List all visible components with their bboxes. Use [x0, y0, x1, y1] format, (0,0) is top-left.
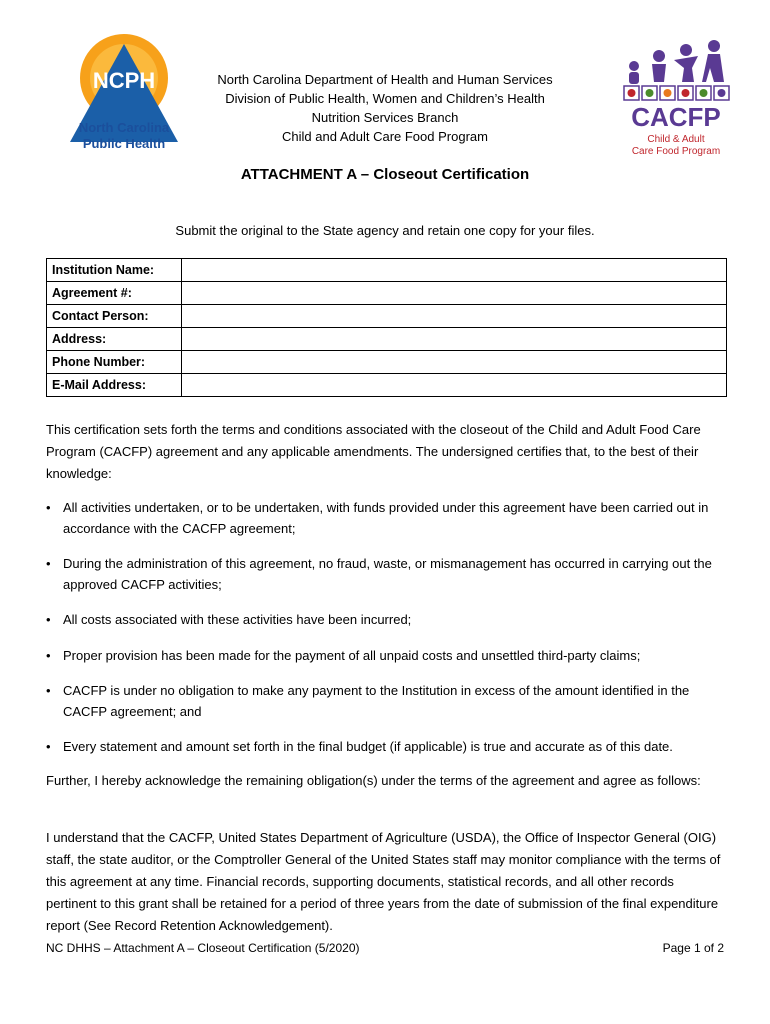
- bullet-text: During the administration of this agreement, no fraud, waste, or mismanagement has occurred in carrying out the approved CACFP activities;: [63, 556, 712, 592]
- ncph-line1: North Carolina: [78, 120, 170, 135]
- table-row: [47, 374, 727, 397]
- agreement-number-field[interactable]: [182, 282, 727, 305]
- header-branch: Nutrition Services Branch: [311, 110, 459, 125]
- agency-header: [190, 70, 580, 146]
- footer-form-id: NC DHHS – Attachment A – Closeout Certification (5/2020): [46, 941, 360, 955]
- bullet-marker: •: [46, 648, 51, 663]
- header-department: North Carolina Department of Health and Human Services: [217, 72, 553, 87]
- institution-info-table: [46, 258, 727, 397]
- bullet-marker: •: [46, 739, 51, 754]
- email-address-label: E-Mail Address:: [47, 374, 182, 397]
- certification-intro-paragraph: This certification sets forth the terms and conditions associated with the closeout of the Child and Adult Food Care Program (CACFP) agreement and any applicable amendments. The undersigned certifies that, to the best of their knowledge:: [46, 422, 701, 481]
- ncph-logo-graphic: [52, 30, 192, 165]
- ncph-logo: [52, 30, 192, 165]
- bullet-text: Every statement and amount set forth in the final budget (if applicable) is true and accurate as of this date.: [63, 739, 673, 754]
- address-field[interactable]: [182, 328, 727, 351]
- table-row: [47, 282, 727, 305]
- obligations-paragraph: Further, I hereby acknowledge the remaining obligation(s) under the terms of the agreement and agree as follows:: [46, 773, 701, 788]
- table-row: [47, 259, 727, 282]
- footer-page-number: Page 1 of 2: [662, 941, 724, 955]
- bullet-marker: •: [46, 612, 51, 627]
- ncph-line2: Public Health: [82, 136, 166, 151]
- contact-person-label: Contact Person:: [47, 305, 182, 328]
- bullet-marker: •: [46, 500, 51, 515]
- contact-person-field[interactable]: [182, 305, 727, 328]
- ncph-initials: NCPH: [92, 68, 156, 93]
- bullet-text: All costs associated with these activities have been incurred;: [63, 612, 412, 627]
- bullet-text: All activities undertaken, or to be undertaken, with funds provided under this agreement have been carried out in accordance with the CACFP agreement;: [63, 500, 709, 536]
- list-item: [46, 736, 726, 757]
- list-item: [46, 553, 726, 595]
- bullet-marker: •: [46, 683, 51, 698]
- cacfp-sub2: Care Food Program: [631, 146, 721, 157]
- table-row: [47, 305, 727, 328]
- list-item: [46, 609, 726, 630]
- bullet-text: Proper provision has been made for the payment of all unpaid costs and unsettled third-party claims;: [63, 648, 641, 663]
- submission-instruction: Submit the original to the State agency and retain one copy for your files.: [175, 223, 595, 238]
- cacfp-logo-graphic: [614, 38, 734, 163]
- agreement-number-label: Agreement #:: [47, 282, 182, 305]
- list-item: [46, 645, 726, 666]
- cacfp-name: CACFP: [631, 102, 721, 132]
- institution-name-field[interactable]: [182, 259, 727, 282]
- address-label: Address:: [47, 328, 182, 351]
- institution-name-label: Institution Name:: [47, 259, 182, 282]
- list-item: [46, 680, 726, 722]
- bullet-text: CACFP is under no obligation to make any payment to the Institution in excess of the amount identified in the CACFP agreement; and: [63, 683, 690, 719]
- phone-number-field[interactable]: [182, 351, 727, 374]
- list-item: [46, 497, 726, 539]
- cacfp-logo: [614, 38, 734, 163]
- email-address-field[interactable]: [182, 374, 727, 397]
- phone-number-label: Phone Number:: [47, 351, 182, 374]
- document-title: ATTACHMENT A – Closeout Certification: [240, 166, 530, 183]
- monitoring-paragraph: I understand that the CACFP, United States Department of Agriculture (USDA), the Office of Inspector General (OIG) staff, the state auditor, or the Comptroller General of the United States staff may monitor compliance with the terms of this agreement at any time. Financial records, supporting documents, statistical records, and all other records pertinent to this grant shall be retained for a period of three years from the date of submission of the final expenditure report (See Record Retention Acknowledgement).: [46, 830, 721, 933]
- header-division: Division of Public Health, Women and Children’s Health: [225, 91, 545, 106]
- table-row: [47, 351, 727, 374]
- header-program: Child and Adult Care Food Program: [282, 129, 488, 144]
- cacfp-sub1: Child & Adult: [647, 134, 705, 145]
- bullet-marker: •: [46, 556, 51, 571]
- table-row: [47, 328, 727, 351]
